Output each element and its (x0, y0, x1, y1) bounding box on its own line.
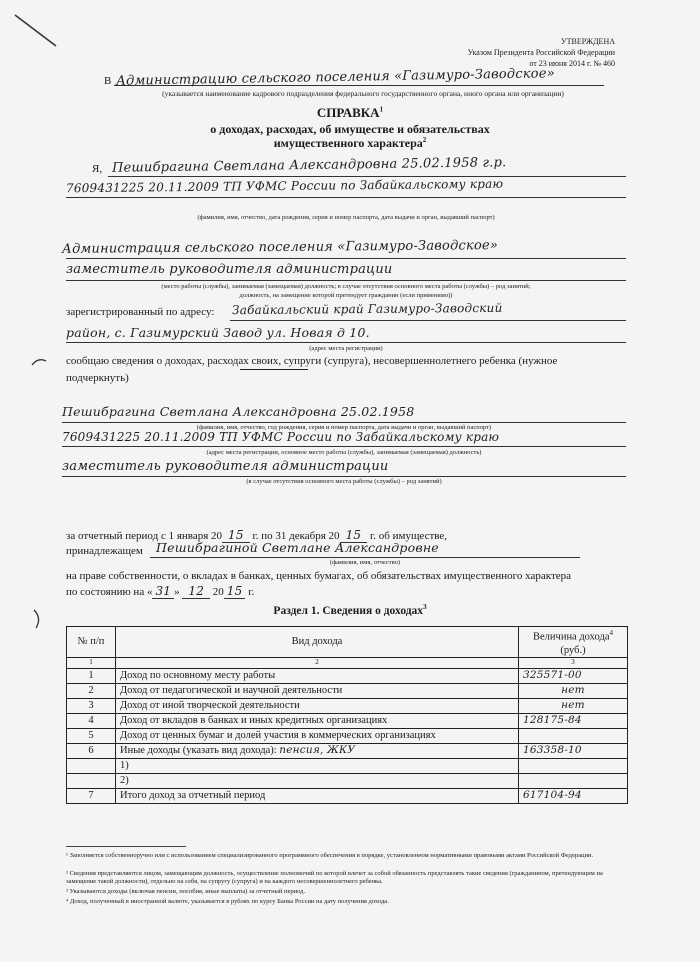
table-index-row: 1 2 3 (67, 657, 628, 668)
work-underline-2 (66, 280, 626, 281)
margin-mark (30, 355, 50, 369)
work-line1: Администрация сельского поселения «Газимуро-Заводское» (61, 238, 499, 257)
to-caption: (указывается наименование кадрового подразделения федерального государственного органа, иного органа или организации) (162, 89, 564, 98)
declarant-caption: (фамилия, имя, отчество, дата рождения, серия и номер паспорта, дата выдачи и орган, выдавший паспорт) (197, 214, 495, 221)
margin-mark (30, 606, 50, 632)
subject-underline-1 (62, 422, 626, 423)
subject-underline-3 (62, 476, 626, 477)
footnote-divider (66, 846, 186, 847)
col-kind-header: Вид дохода (116, 627, 519, 658)
table-header-row (67, 627, 628, 658)
owner-underline (150, 557, 580, 558)
period-line: за отчетный период с 1 января 20 15 г. по 31 декабря 20 15 г. об имуществе, (66, 528, 448, 542)
address-underline-1 (230, 320, 626, 321)
doc-subtitle-1: о доходах, расходах, об имуществе и обязательствах (210, 122, 490, 136)
approval-line2: от 23 июня 2014 г. № 460 (529, 59, 615, 68)
work-line2: заместитель руководителя администрации (66, 262, 393, 277)
address-caption: (адрес места регистрации) (309, 345, 383, 352)
subject-name: Пешибрагина Светлана Александровна 25.02.1958 (62, 404, 415, 419)
to-handwritten: Администрацию сельского поселения «Газимуро-Заводское» (115, 66, 555, 89)
owner-name: Пешибрагиной Светлане Александровне (156, 540, 439, 555)
declarant-underline-1 (108, 176, 626, 177)
as-of-line: по состоянию на « 31 » 12 20 15 г. (66, 584, 255, 598)
footnote-3: ³ Указываются доходы (включая пенсии, пособия, иные выплаты) за отчетный период. (66, 888, 306, 895)
owner-caption: (фамилия, имя, отчество) (329, 559, 401, 566)
subject-position: заместитель руководителя администрации (62, 459, 389, 474)
col-amount-header: Величина дохода$^4$ (руб.) (519, 627, 628, 658)
work-caption-1: (место работы (службы), занимаемая (замещаемая) должность; в случае отсутствия основного места работы (службы) – род занятий; (161, 283, 531, 290)
table-row: 5 Доход от ценных бумаг и долей участия в коммерческих организациях (67, 728, 628, 743)
work-caption-2: должность, на замещение которой претендует гражданин (если применимо)) (239, 292, 453, 299)
declarant-underline-2 (66, 197, 626, 198)
income-table (66, 626, 628, 804)
table-row: 6 Иные доходы (указать вид дохода): пенсия, ЖКУ 163358-10 (67, 743, 628, 758)
table-row: 2 Доход от педагогической и научной деятельности нет (67, 683, 628, 698)
report-line-2: подчеркнуть) (66, 372, 129, 384)
approval-line1: Указом Президента Российской Федерации (467, 48, 615, 57)
declarant-prefix: Я, (92, 163, 103, 175)
col-num-header: № п/п (67, 627, 116, 658)
work-underline-1 (66, 258, 626, 259)
pen-stroke-mark (12, 12, 62, 52)
doc-title: СПРАВКА$^1$ (316, 105, 384, 120)
underline-own-mark (240, 369, 308, 370)
report-line-1: сообщаю сведения о доходах, расходах своих, супруги (супруга), несовершеннолетнего ребенка (нужное (66, 355, 558, 367)
approval-title: УТВЕРЖДЕНА (560, 37, 615, 46)
subject-underline-2 (62, 446, 626, 447)
footnote-1: ¹ Заполняется собственноручно или с использованием специализированного программного обеспечения в порядке, установленном нормативными правовыми актами Российской Федерации. (66, 852, 594, 859)
subject-passport-caption: (адрес места регистрации, основное место работы (службы), занимаемая (замещаемая) должность) (206, 449, 482, 456)
declarant-line2: 7609431225 20.11.2009 ТП УФМС России по Забайкальскому краю (65, 176, 504, 196)
subject-name-caption: (фамилия, имя, отчество, год рождения, серия и номер паспорта, дата выдачи и орган, выдавший паспорт) (196, 424, 492, 431)
owner-prefix: принадлежащем (66, 545, 143, 557)
holdings-line: на праве собственности, о вкладах в банках, ценных бумагах, об обязательствах имущественного характера (66, 570, 572, 582)
to-prefix: В (104, 75, 112, 87)
address-underline-2 (66, 342, 626, 343)
table-row-total: 7 Итого доход за отчетный период 617104-94 (67, 788, 628, 803)
table-row: 3 Доход от иной творческой деятельности нет (67, 698, 628, 713)
table-row: 2) (67, 773, 628, 788)
table-row: 4 Доход от вкладов в банках и иных кредитных организациях 128175-84 (67, 713, 628, 728)
address-label: зарегистрированный по адресу: (66, 306, 215, 318)
subject-position-caption: (в случае отсутствия основного места работы (службы) – род занятий) (246, 478, 442, 485)
section-title: Раздел 1. Сведения о доходах$^3$ (273, 603, 427, 617)
footnote-2: ² Сведения представляются лицом, замещающим должность, осуществление полномочий по которой влечет за собой обязанность представлять такие сведения (гражданином, претендующим на замещение такой должности), отдельно на себя, на супругу (супруга) и на каждого несовершеннолетнего ребенка. (66, 870, 603, 885)
approval-block (420, 36, 615, 69)
subject-passport: 7609431225 20.11.2009 ТП УФМС России по Забайкальскому краю (62, 430, 500, 444)
footnote-4: ⁴ Доход, полученный в иностранной валюте, указывается в рублях по курсу Банка России на дату получения дохода. (66, 898, 389, 905)
table-row: 1 Доход по основному месту работы 325571-00 (67, 668, 628, 683)
declarant-line1: Пешибрагина Светлана Александровна 25.02.1958 г.р. (111, 155, 507, 176)
address-line1: Забайкальский край Газимуро-Заводский (231, 300, 503, 318)
address-line2: район, с. Газимурский Завод ул. Новая д 10. (66, 325, 370, 340)
doc-subtitle-2: имущественного характера$^2$ (273, 136, 427, 150)
table-row: 1) (67, 758, 628, 773)
